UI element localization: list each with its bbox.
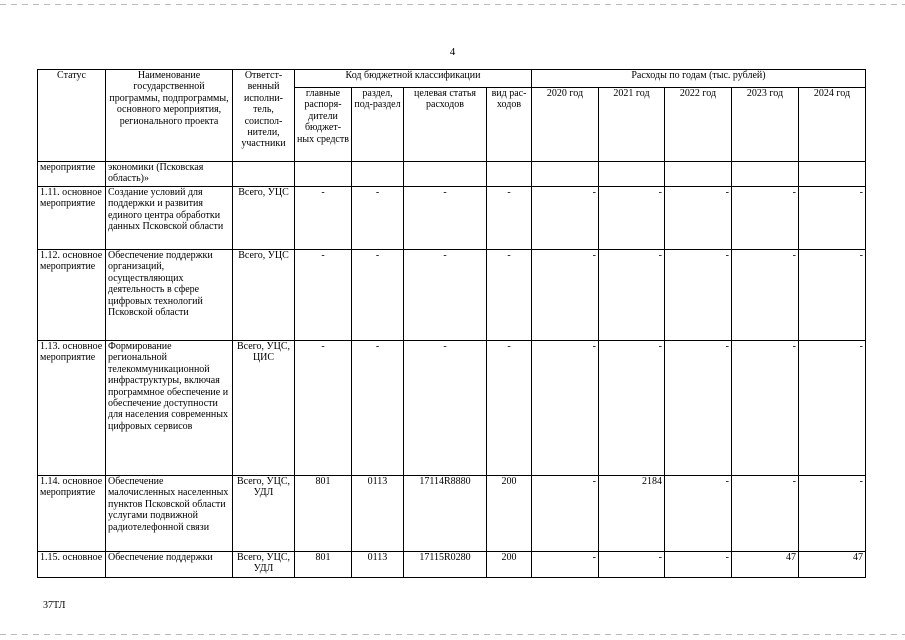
year-2024-cell: - <box>799 250 866 341</box>
year-2022-cell: - <box>665 341 732 476</box>
name-cell: Создание условий для поддержки и развития единого центра обработки данных Псковской области <box>106 187 233 250</box>
grbs-cell: 801 <box>295 476 352 552</box>
year-2024-cell: 47 <box>799 552 866 578</box>
year-2020-cell: - <box>532 250 599 341</box>
grbs-cell: - <box>295 187 352 250</box>
budget-table <box>37 69 866 578</box>
year-2021-cell: - <box>599 250 665 341</box>
header-type: вид рас-ходов <box>487 88 532 162</box>
table-row <box>38 341 866 476</box>
status-cell: 1.11. основное мероприятие <box>38 187 106 250</box>
target-cell: - <box>404 250 487 341</box>
year-2020-cell: - <box>532 476 599 552</box>
section-cell: - <box>352 341 404 476</box>
name-cell: Формирование региональной телекоммуникационной инфраструктуры, включая программное обеспечение и обеспечение доступности для населения современных цифровых сервисов <box>106 341 233 476</box>
year-2023-cell: - <box>732 250 799 341</box>
table-row <box>38 552 866 578</box>
scan-edge-top <box>0 4 905 5</box>
table-row <box>38 187 866 250</box>
grbs-cell: - <box>295 250 352 341</box>
header-grbs: главные распоря-дители бюджет-ных средств <box>295 88 352 162</box>
year-2023-cell: - <box>732 476 799 552</box>
name-cell: Обеспечение поддержки <box>106 552 233 578</box>
header-expenses: Расходы по годам (тыс. рублей) <box>532 70 866 88</box>
year-2022-cell: - <box>665 476 732 552</box>
type-cell: - <box>487 341 532 476</box>
year-2020-cell: - <box>532 187 599 250</box>
year-2024-cell: - <box>799 341 866 476</box>
responsible-cell: Всего, УЦС <box>233 187 295 250</box>
header-section: раздел, под-раздел <box>352 88 404 162</box>
responsible-cell: Всего, УЦС, УДЛ <box>233 476 295 552</box>
name-cell: экономики (Псковская область)» <box>106 162 233 187</box>
scan-edge-bottom <box>0 634 905 635</box>
year-2021-cell: - <box>599 187 665 250</box>
year-2020-cell: - <box>532 552 599 578</box>
grbs-cell: - <box>295 341 352 476</box>
responsible-cell: Всего, УЦС, ЦИС <box>233 341 295 476</box>
status-cell: 1.14. основное мероприятие <box>38 476 106 552</box>
header-year-2020: 2020 год <box>532 88 599 162</box>
responsible-cell: Всего, УЦС, УДЛ <box>233 552 295 578</box>
status-cell: 1.13. основное мероприятие <box>38 341 106 476</box>
header-responsible: Ответст-венный исполни-тель, соиспол-нители, участники <box>233 70 295 162</box>
header-name: Наименование государственной программы, подпрограммы, основного мероприятия, регионального проекта <box>106 70 233 162</box>
header-status: Статус <box>38 70 106 162</box>
section-cell: - <box>352 187 404 250</box>
document-code: 37ТЛ <box>43 600 66 611</box>
year-2020-cell: - <box>532 341 599 476</box>
year-2022-cell: - <box>665 250 732 341</box>
grbs-cell: 801 <box>295 552 352 578</box>
year-2024-cell: - <box>799 476 866 552</box>
status-cell: 1.12. основное мероприятие <box>38 250 106 341</box>
header-target: целевая статья расходов <box>404 88 487 162</box>
target-cell: 17114R8880 <box>404 476 487 552</box>
year-2023-cell: - <box>732 341 799 476</box>
header-kbk: Код бюджетной классификации <box>295 70 532 88</box>
type-cell: 200 <box>487 552 532 578</box>
page-number: 4 <box>449 46 456 58</box>
year-2023-cell: - <box>732 187 799 250</box>
name-cell: Обеспечение малочисленных населенных пунктов Псковской области услугами подвижной радиотелефонной связи <box>106 476 233 552</box>
header-year-2024: 2024 год <box>799 88 866 162</box>
header-year-2021: 2021 год <box>599 88 665 162</box>
year-2021-cell: - <box>599 341 665 476</box>
type-cell: 200 <box>487 476 532 552</box>
year-2024-cell: - <box>799 187 866 250</box>
type-cell: - <box>487 187 532 250</box>
name-cell: Обеспечение поддержки организаций, осуществляющих деятельность в сфере цифровых технологий Псковской области <box>106 250 233 341</box>
section-cell: - <box>352 250 404 341</box>
section-cell: 0113 <box>352 552 404 578</box>
section-cell: 0113 <box>352 476 404 552</box>
header-year-2022: 2022 год <box>665 88 732 162</box>
table-row <box>38 162 866 187</box>
year-2021-cell: - <box>599 552 665 578</box>
type-cell: - <box>487 250 532 341</box>
responsible-cell: Всего, УЦС <box>233 250 295 341</box>
year-2022-cell: - <box>665 552 732 578</box>
status-cell: мероприятие <box>38 162 106 187</box>
year-2022-cell: - <box>665 187 732 250</box>
status-cell: 1.15. основное <box>38 552 106 578</box>
year-2021-cell: 2184 <box>599 476 665 552</box>
year-2023-cell: 47 <box>732 552 799 578</box>
table-row <box>38 476 866 552</box>
target-cell: - <box>404 341 487 476</box>
header-year-2023: 2023 год <box>732 88 799 162</box>
target-cell: - <box>404 187 487 250</box>
target-cell: 17115R0280 <box>404 552 487 578</box>
table-row <box>38 250 866 341</box>
